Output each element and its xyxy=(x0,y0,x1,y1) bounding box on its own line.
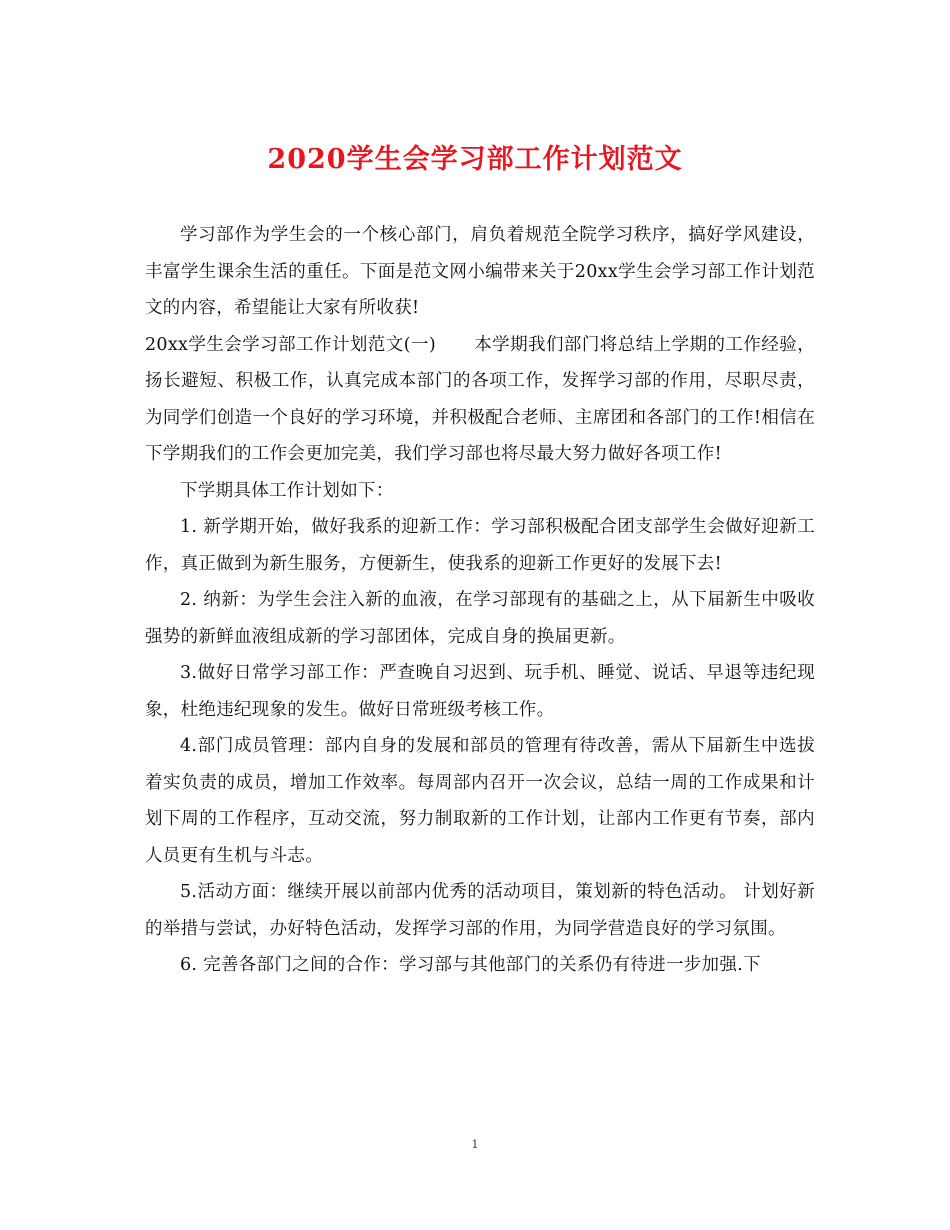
plan-item: 3.做好日常学习部工作：严查晚自习迟到、玩手机、睡觉、说话、早退等违纪现象，杜绝违纪现象的发生。做好日常班级考核工作。 xyxy=(145,663,815,720)
section-intro: 本学期我们部门将总结上学期的工作经验，扬长避短、积极工作，认真完成本部门的各项工作，发挥学习部的作用，尽职尽责，为同学们创造一个良好的学习环境，并积极配合老师、主席团和各部门的工作!相信在下学期我们的工作会更加完美，我们学习部也将尽最大努力做好各项工作! xyxy=(145,334,815,464)
plan-item: 5.活动方面：继续开展以前部内优秀的活动项目，策划新的特色活动。 计划好新的举措与尝试，办好特色活动，发挥学习部的作用，为同学营造良好的学习氛围。 xyxy=(145,882,815,939)
plan-item: 1. 新学期开始，做好我系的迎新工作：学习部积极配合团支部学生会做好迎新工作，真正做到为新生服务，方便新生，使我系的迎新工作更好的发展下去! xyxy=(145,517,815,574)
intro-paragraph: 学习部作为学生会的一个核心部门，肩负着规范全院学习秩序，搞好学风建设，丰富学生课余生活的重任。下面是范文网小编带来关于20xx学生会学习部工作计划范文的内容，希望能让大家有所收获! xyxy=(145,225,815,318)
plan-heading: 下学期具体工作计划如下： xyxy=(180,480,394,501)
section-paragraph xyxy=(145,327,815,473)
page-number: 1 xyxy=(471,1138,479,1151)
document-title: 2020学生会学习部工作计划范文 xyxy=(267,144,683,175)
plan-item: 4.部门成员管理：部内自身的发展和部员的管理有待改善，需从下届新生中选拔着实负责的成员，增加工作效率。每周部内召开一次会议，总结一周的工作成果和计划下周的工作程序，互动交流，努力制取新的工作计划，让部内工作更有节奏，部内人员更有生机与斗志。 xyxy=(145,736,815,866)
section-heading: 20xx学生会学习部工作计划范文(一) xyxy=(145,334,437,355)
plan-item: 2. 纳新：为学生会注入新的血液，在学习部现有的基础之上，从下届新生中吸收强势的新鲜血液组成新的学习部团体，完成自身的换届更新。 xyxy=(145,590,815,647)
document-body xyxy=(145,217,815,984)
plan-item: 6. 完善各部门之间的合作：学习部与其他部门的关系仍有待进一步加强.下 xyxy=(180,955,761,975)
